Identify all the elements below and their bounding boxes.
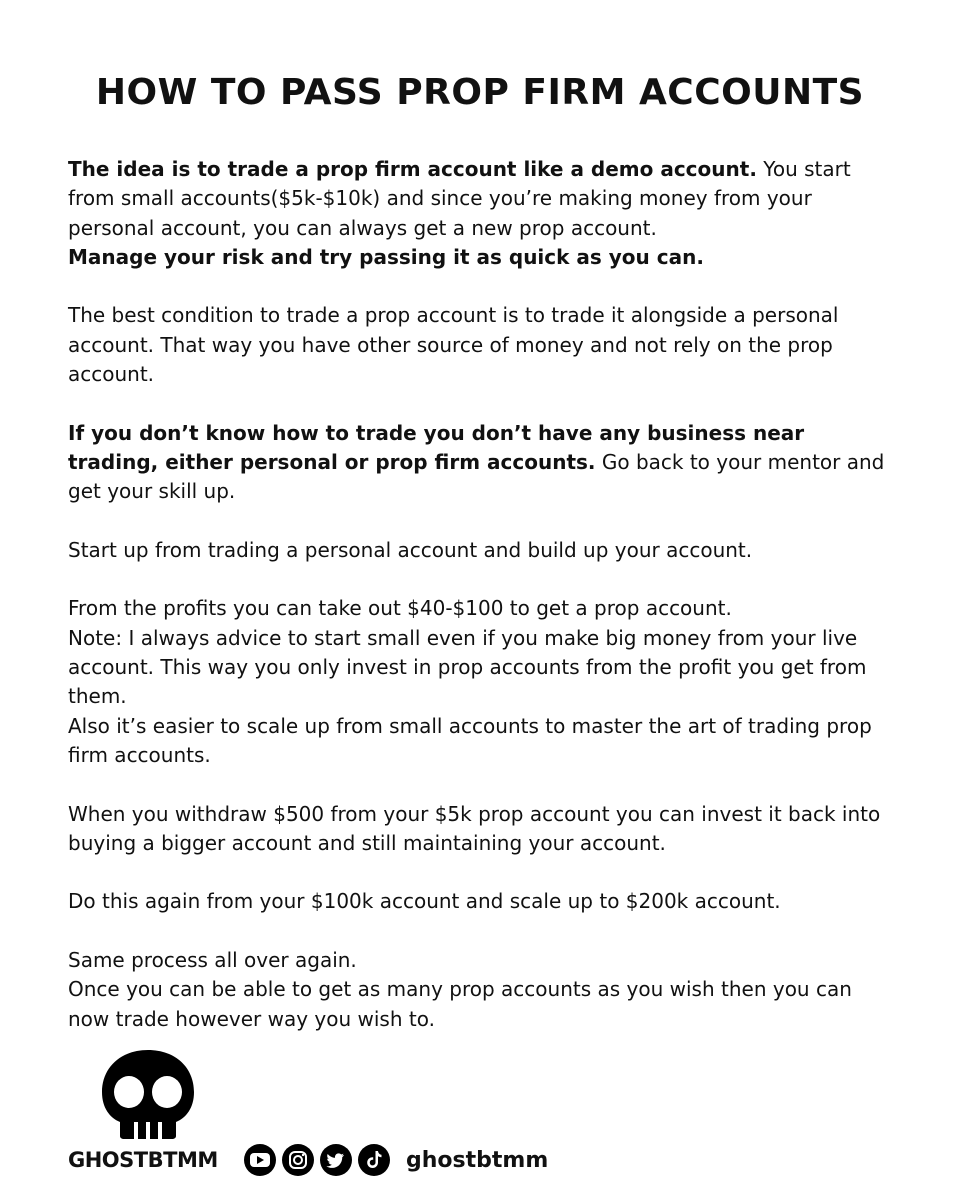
paragraph-8 — [68, 946, 898, 1034]
article-body — [68, 155, 898, 1063]
instagram-icon[interactable] — [282, 1144, 314, 1176]
paragraph-5 — [68, 594, 898, 770]
social-handle[interactable]: ghostbtmm — [406, 1147, 549, 1173]
p1-bold: The idea is to trade a prop firm account like a demo account. — [68, 157, 757, 181]
p5-line-3: Also it’s easier to scale up from small accounts to master the art of trading prop firm accounts. — [68, 713, 872, 767]
skull-logo-icon — [98, 1048, 198, 1140]
twitter-icon[interactable] — [320, 1144, 352, 1176]
paragraph-7: Do this again from your $100k account and scale up to $200k account. — [68, 889, 781, 914]
p5-line-1: From the profits you can take out $40-$100 to get a prop account. — [68, 596, 732, 621]
paragraph-6: When you withdraw $500 from your $5k prop account you can invest it back into buying a bigger account and still maintaining your account. — [68, 801, 881, 855]
paragraph-3 — [68, 419, 898, 507]
p3-bold: If you don’t know how to trade you don’t have any business near trading, either personal or prop firm accounts. — [68, 420, 805, 474]
p8-line-1: Same process all over again. — [68, 948, 357, 973]
social-links — [244, 1142, 548, 1178]
p3-text: Go back to your mentor and get your skill up. — [68, 449, 885, 504]
tiktok-icon[interactable] — [358, 1144, 390, 1176]
p1-text: You start from small accounts($5k-$10k) and since you’re making money from your personal account, you can always get a new prop account. — [68, 157, 851, 240]
paragraph-2: The best condition to trade a prop account is to trade it alongside a personal account. That way you have other source of money and not rely on the prop account. — [68, 303, 839, 387]
paragraph-1 — [68, 155, 898, 272]
paragraph-4: Start up from trading a personal account and build up your account. — [68, 537, 753, 562]
page-title: HOW TO PASS PROP FIRM ACCOUNTS — [95, 72, 865, 113]
p8-line-2: Once you can be able to get as many prop accounts as you wish then you can now trade however way you wish to. — [68, 977, 852, 1031]
youtube-icon[interactable] — [244, 1144, 276, 1176]
brand-wordmark: GHOSTBTMM — [68, 1148, 218, 1172]
footer — [68, 1048, 898, 1178]
p5-line-2: Note: I always advice to start small even if you make big money from your live account. This way you only invest in prop accounts from the profit you get from them. — [68, 625, 867, 709]
p1-bold-2: Manage your risk and try passing it as quick as you can. — [68, 244, 704, 269]
